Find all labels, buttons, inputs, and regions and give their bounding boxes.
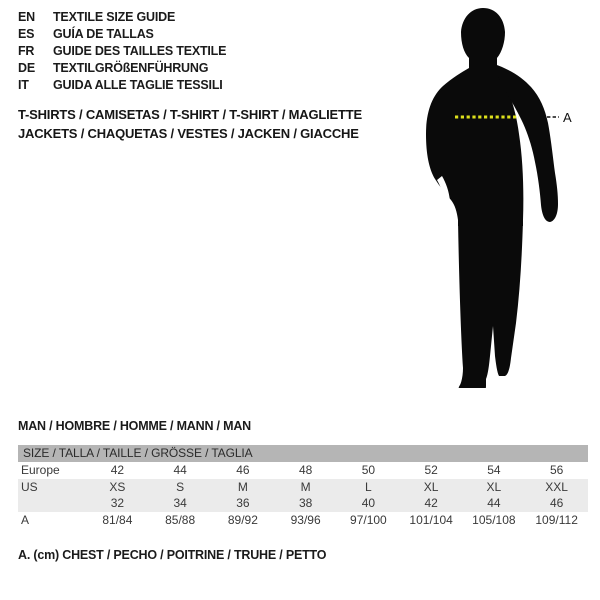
table-cell: 101/104: [409, 512, 453, 527]
table-row-europe: [18, 462, 588, 479]
man-silhouette-svg: [424, 8, 574, 388]
category-jackets: JACKETS / CHAQUETAS / VESTES / JACKEN / GIACCHE: [18, 125, 359, 141]
table-cell: S: [176, 479, 185, 494]
table-cell: 89/92: [227, 512, 258, 527]
table-cell: XS: [109, 479, 126, 494]
language-row: [18, 43, 226, 60]
table-cell: 42: [424, 496, 438, 510]
table-cell: 85/88: [165, 512, 196, 527]
table-cell: M: [237, 479, 248, 494]
table-cell: 32: [110, 496, 125, 510]
table-row-numeric: [18, 495, 588, 512]
table-cell: M: [300, 479, 311, 494]
table-cell: 38: [298, 496, 313, 510]
silhouette-legs: [458, 220, 523, 388]
language-code: EN: [18, 10, 35, 24]
table-cell: 97/100: [350, 512, 387, 527]
language-text: GUIDA ALLE TAGLIE TESSILI: [53, 78, 223, 92]
measurement-footnote: A. (cm) CHEST / PECHO / POITRINE / TRUHE / PETTO: [18, 548, 327, 562]
language-text: GUÍA DE TALLAS: [53, 27, 154, 41]
table-cell: 34: [173, 496, 187, 510]
table-cell: XL: [486, 479, 502, 494]
table-cell: 40: [361, 496, 376, 510]
table-cell: 46: [549, 496, 564, 510]
language-text: TEXTILGRÖßENFÜHRUNG: [53, 61, 209, 75]
table-cell: L: [365, 479, 372, 494]
row-label: [18, 495, 86, 512]
table-cell: 44: [173, 463, 187, 477]
category-list: [18, 106, 362, 143]
table-cell: XL: [423, 479, 439, 494]
table-row-chest-a: [18, 512, 588, 529]
table-cell: 52: [424, 463, 438, 477]
language-code: ES: [18, 27, 35, 41]
size-table: [18, 445, 588, 528]
table-cell: 46: [236, 463, 250, 477]
table-cell: XXL: [545, 479, 568, 494]
table-cell: 42: [110, 463, 125, 477]
language-row: [18, 9, 226, 26]
language-code: DE: [18, 61, 35, 75]
table-cell: 109/112: [535, 512, 578, 527]
row-label: Europe: [21, 463, 60, 477]
language-text: TEXTILE SIZE GUIDE: [53, 10, 176, 24]
table-cell: 54: [487, 463, 501, 477]
table-cell: 48: [298, 463, 313, 477]
language-code: FR: [18, 44, 35, 58]
language-row: [18, 77, 226, 94]
table-cell: 105/108: [472, 512, 516, 527]
man-silhouette-figure: [424, 8, 574, 388]
table-cell: 81/84: [102, 512, 133, 527]
language-row: [18, 60, 226, 77]
size-table-header: SIZE / TALLA / TAILLE / GRÖSSE / TAGLIA: [18, 445, 588, 462]
language-code: IT: [18, 78, 29, 92]
row-label: US: [21, 479, 38, 494]
table-cell: 56: [549, 463, 564, 477]
measure-label-a: A: [563, 110, 572, 125]
table-cell: 93/96: [290, 512, 321, 527]
category-tshirts: T-SHIRTS / CAMISETAS / T-SHIRT / T-SHIRT / MAGLIETTE: [18, 107, 362, 122]
table-cell: 44: [487, 496, 501, 510]
table-cell: 36: [236, 496, 250, 510]
table-cell: 50: [361, 463, 376, 477]
row-label: A: [21, 512, 30, 527]
table-row-us: [18, 479, 588, 496]
section-title-man: MAN / HOMBRE / HOMME / MANN / MAN: [18, 419, 251, 433]
language-list: [18, 9, 226, 94]
language-text: GUIDE DES TAILLES TEXTILE: [53, 44, 227, 58]
language-row: [18, 26, 226, 43]
